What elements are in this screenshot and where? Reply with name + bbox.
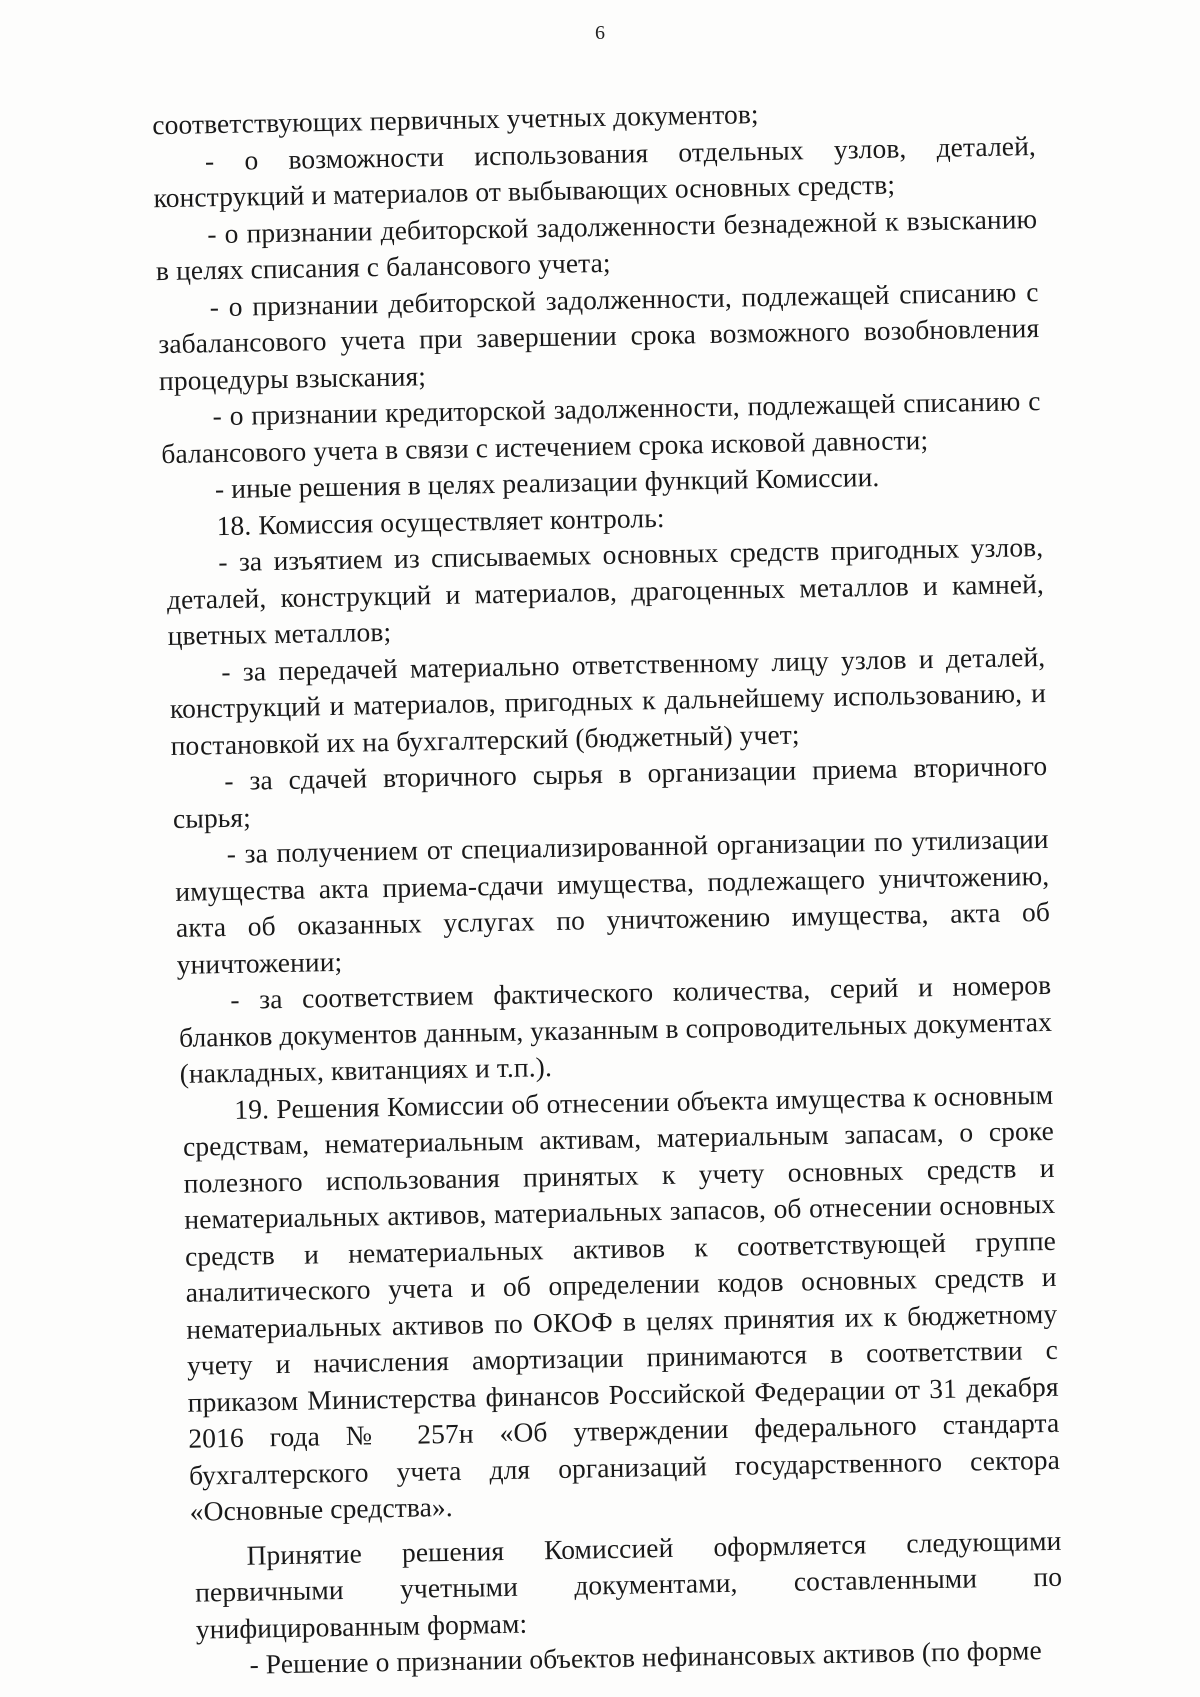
paragraph-list-item: - о признании кредиторской задолженности, подлежащей списанию с балансового учета в связи с истечением срока исковой давности; <box>161 384 1041 469</box>
paragraph-list-item: - за сдачей вторичного сырья в организации приема вторичного сырья; <box>172 749 1048 834</box>
paragraph-list-item: - иные решения в целях реализации функций Комиссии. <box>214 460 880 505</box>
paragraph-section-19: 19. Решения Комиссии об отнесении объекта имущества к основным средствам, нематериальным активам, материальным запасам, о сроке полезного использования принятых к учету основных средств и нематериальных активов, материальных запасов, об отнесении основных средств и нематериальных активов к соответствующей группе аналитического учета и об определении кодов основных средств и нематериальных активов по ОКОФ в целях принятия их к бюджетному учету и начисления амортизации принимаются в соответствии с приказом Министерства финансов Российской Федерации от 31 декабря 2016 года № 257н «Об утверждении федерального стандарта бухгалтерского учета для организаций государственного сектора «Основные средства». <box>182 1078 1061 1527</box>
paragraph-list-item: - Решение о признании объектов нефинансовых активов (по форме <box>249 1634 1043 1680</box>
paragraph-list-item: - за изъятием из списываемых основных средств пригодных узлов, деталей, конструкций и материалов, драгоценных металлов и камней, цветных металлов; <box>166 530 1045 652</box>
paragraph-decision-forms: Принятие решения Комиссией оформляется следующими первичными учетными документами, составленными по унифицированным формам: <box>194 1524 1063 1645</box>
document-body <box>0 88 1200 1687</box>
paragraph-list-item: - за получением от специализированной организации по утилизации имущества акта приема-сдачи имущества, подлежащего уничтожению, акта об оказанных услугах по уничтожению имущества, акта об уничтожении; <box>175 822 1051 980</box>
page-number: 6 <box>595 22 605 44</box>
paragraph-continuation: соответствующих первичных учетных документов; <box>152 98 759 141</box>
paragraph-list-item: - о признании дебиторской задолженности безнадежной к взысканию в целях списания с балансового учета; <box>155 202 1038 287</box>
paragraph-list-item: - за передачей материально ответственному лицу узлов и деталей, конструкций и материалов, пригодных к дальнейшему использованию, и постановкой их на бухгалтерский (бюджетный) учет; <box>169 640 1047 761</box>
paragraph-list-item: - о признании дебиторской задолженности, подлежащей списанию с забалансового учета при завершении срока возможного возобновления процедуры взыскания; <box>158 275 1040 396</box>
paragraph-list-item: - о возможности использования отдельных узлов, деталей, конструкций и материалов от выбывающих основных средств; <box>153 129 1037 214</box>
paragraph-list-item: - за соответствием фактического количества, серий и номеров бланков документов данным, указанным в сопроводительных документах (накладных, квитанциях и т.п.). <box>178 968 1053 1089</box>
paragraph-section-18: 18. Комиссия осуществляет контроль: <box>216 501 665 541</box>
